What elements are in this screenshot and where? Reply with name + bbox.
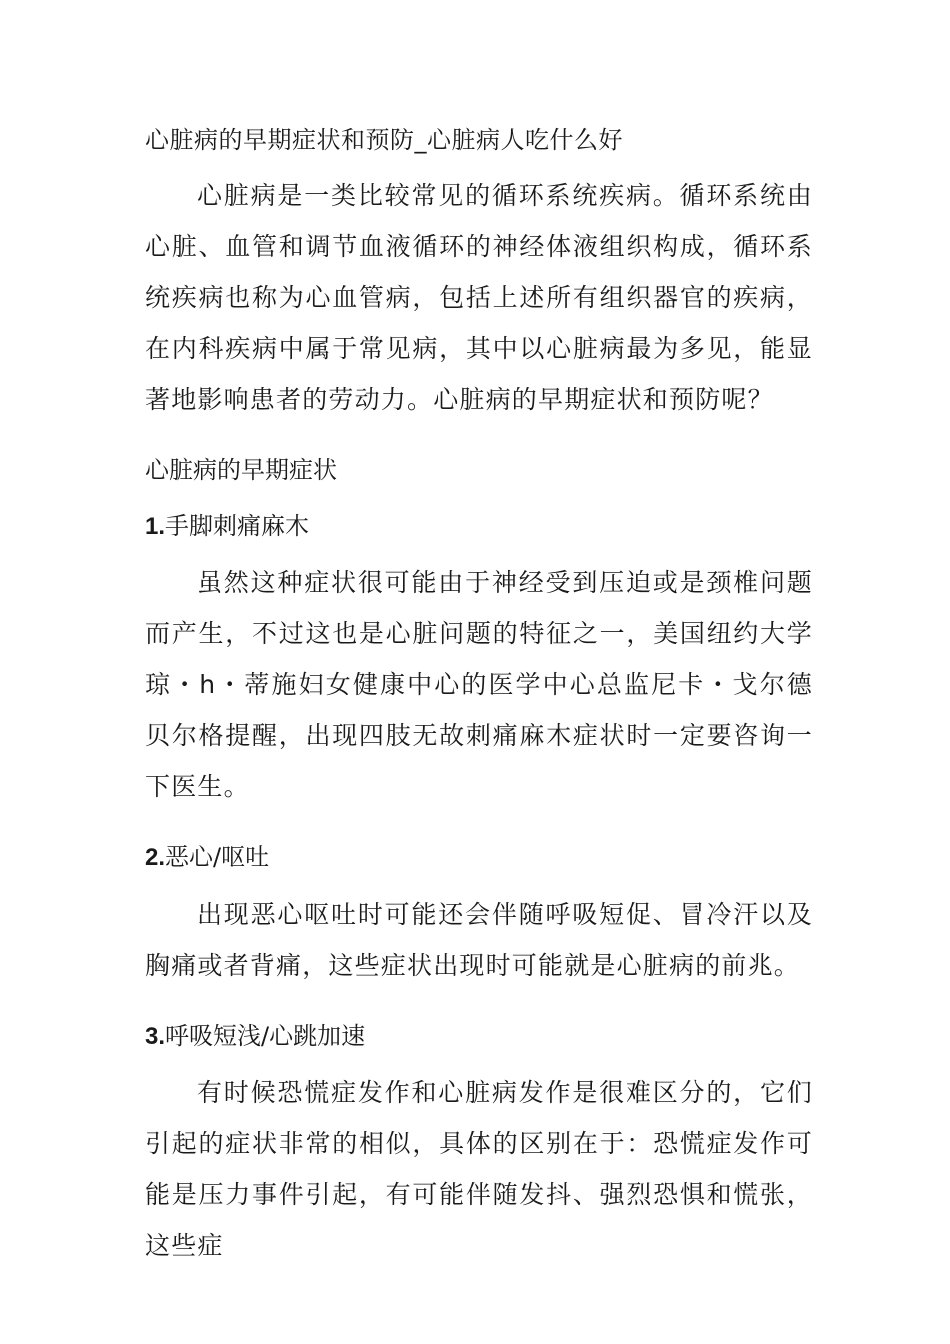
item-heading-1 — [145, 510, 309, 543]
item-number-1: 1. — [145, 513, 166, 540]
item-number-3: 3. — [145, 1023, 166, 1050]
item-heading-2 — [145, 841, 269, 874]
item-body-3: 有时候恐慌症发作和心脏病发作是很难区分的，它们引起的症状非常的相似，具体的区别在于：恐慌症发作可能是压力事件引起，有可能伴随发抖、强烈恐惧和慌张，这些症 — [145, 1078, 813, 1260]
document-title: 心脏病的早期症状和预防_心脏病人吃什么好 — [145, 126, 623, 154]
item-title-3: 呼吸短浅/心跳加速 — [165, 1022, 366, 1050]
item-title-2: 恶心/呕吐 — [165, 843, 270, 871]
item-body-2: 出现恶心呕吐时可能还会伴随呼吸短促、冒冷汗以及胸痛或者背痛，这些症状出现时可能就是心脏病的前兆。 — [145, 900, 813, 980]
item-heading-3 — [145, 1020, 365, 1053]
item-number-2: 2. — [145, 844, 166, 871]
item-body-1: 虽然这种症状很可能由于神经受到压迫或是颈椎问题而产生，不过这也是心脏问题的特征之一，美国纽约大学琼・h・蒂施妇女健康中心的医学中心总监尼卡・戈尔德贝尔格提醒，出现四肢无故刺痛麻木症状时一定要咨询一下医生。 — [145, 568, 813, 801]
item-title-1: 手脚刺痛麻木 — [165, 512, 310, 540]
section-heading: 心脏病的早期症状 — [145, 456, 337, 484]
intro-paragraph: 心脏病是一类比较常见的循环系统疾病。循环系统由心脏、血管和调节血液循环的神经体液组织构成，循环系统疾病也称为心血管病，包括上述所有组织器官的疾病，在内科疾病中属于常见病，其中以心脏病最为多见，能显著地影响患者的劳动力。心脏病的早期症状和预防呢？ — [145, 181, 813, 414]
